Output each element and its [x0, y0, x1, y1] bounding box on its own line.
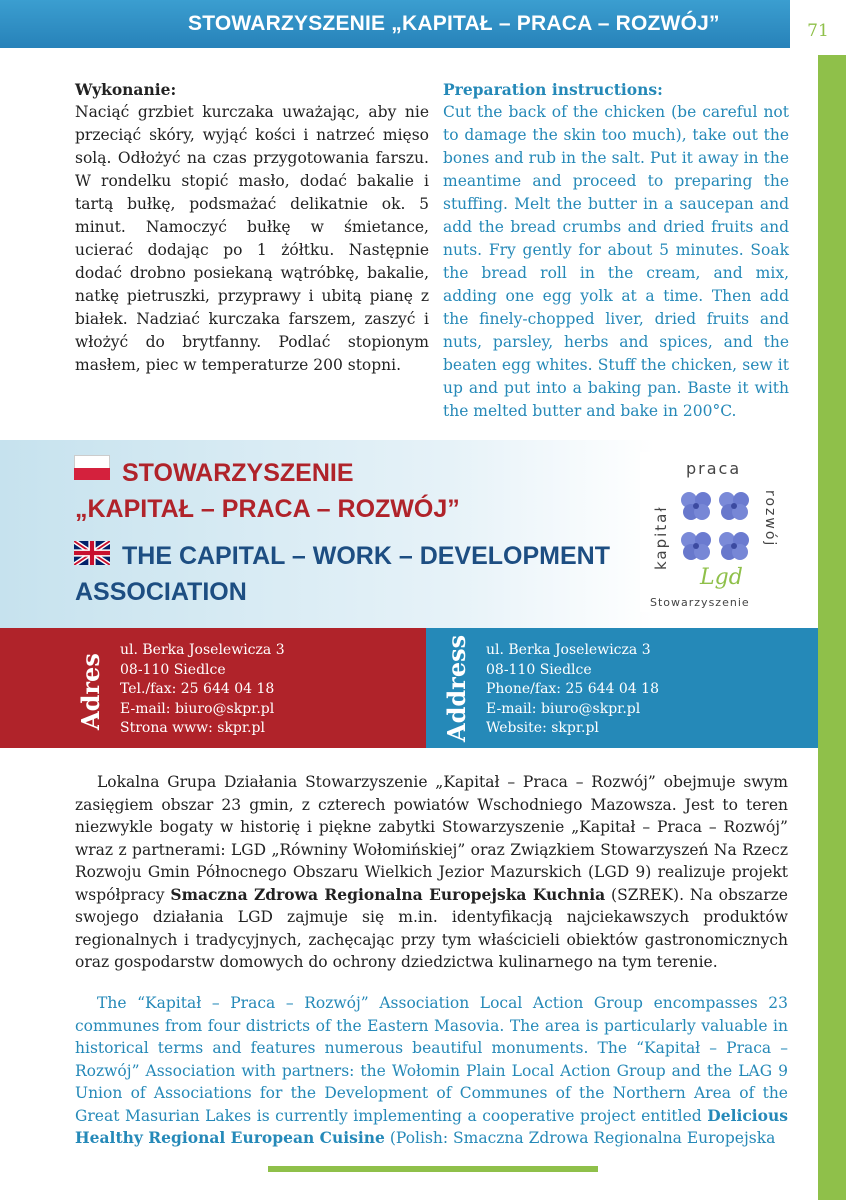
- address-pl-website: Strona www: skpr.pl: [120, 720, 265, 736]
- recipe-en-column: [443, 78, 789, 423]
- address-pl-label: Adres: [76, 653, 105, 730]
- address-en-email: E-mail: biuro@skpr.pl: [486, 700, 641, 717]
- description-en-text-2: (Polish: Smaczna Zdrowa Regionalna Europejska: [384, 1129, 776, 1147]
- recipe-pl-heading: Wykonanie:: [75, 80, 177, 99]
- association-name-pl-line1: STOWARZYSZENIE: [122, 459, 354, 487]
- recipe-pl-column: [75, 78, 429, 377]
- description-pl-project-name: Smaczna Zdrowa Regionalna Europejska Kuchnia: [170, 884, 606, 904]
- header-title: STOWARZYSZENIE „KAPITAŁ – PRACA – ROZWÓJ”: [188, 12, 720, 35]
- page-number: 71: [790, 0, 846, 55]
- bottom-green-bar: [268, 1166, 598, 1172]
- logo-text-praca: praca: [686, 459, 742, 478]
- address-en-website: Website: skpr.pl: [486, 720, 599, 736]
- description-en-text-1: The “Kapitał – Praca – Rozwój” Association Local Action Group encompasses 23 communes from four districts of the Eastern Masovia. The area is particularly valuable in historical terms and features numerous beautiful monuments. The “Kapitał – Praca – Rozwój” Association with partners: the Wołomin Plain Local Action Group and the LAG 9 Union of Associations for the Development of Communes of the Northern Area of the Great Masurian Lakes is currently implementing a cooperative project entitled: [75, 994, 788, 1125]
- recipe-pl-text: Naciąć grzbiet kurczaka uważając, aby nie przeciąć skóry, wyjąć kości i natrzeć mięso solą. Odłożyć na czas przygotowania farszu. W rondelku stopić masło, dodać bakalie i tartą bułkę, podsmażać delikatnie ok. 5 minut. Namoczyć bułkę w śmietance, ucierać dodając po 1 żółtku. Następnie dodać drobno posiekaną wątróbkę, bakalie, natkę pietruszki, przyprawy i ubitą pianę z białek. Nadziać kurczaka farszem, zaszyć i włożyć do brytfanny. Podlać stopionym masłem, piec w temperaturze 200 stopni.: [75, 103, 429, 374]
- page-header-bar: [0, 0, 790, 48]
- logo-text-stowarzyszenie: Stowarzyszenie: [650, 596, 750, 609]
- address-pl-street: ul. Berka Joselewicza 3: [120, 642, 285, 658]
- recipe-en-heading: Preparation instructions:: [443, 80, 663, 99]
- address-pl-phone: Tel./fax: 25 644 04 18: [120, 681, 275, 697]
- logo-text-lgd: Lgd: [700, 565, 743, 590]
- address-pl-lines: [120, 641, 285, 739]
- description-en: [75, 992, 788, 1150]
- address-pl-city: 08-110 Siedlce: [120, 661, 226, 678]
- description-pl-text-2: (SZREK). Na obszarze swojego działania LGD zajmuje się m.in. identyfikacją najciekawszych produktów regionalnych i tradycyjnych, zachęcając przy tym właścicieli obiektów gastronomicznych oraz gospodarstw domowych do ochrony dziedzictwa kulinarnego na tym terenie.: [75, 885, 788, 971]
- address-en-city: 08-110 Siedlce: [486, 661, 592, 678]
- logo-text-rozwoj: rozwój: [762, 490, 778, 548]
- logo-text-kapital: kapitał: [652, 505, 670, 570]
- association-name-pl-line2: „KAPITAŁ – PRACA – ROZWÓJ”: [75, 495, 460, 523]
- flax-flowers-icon: [681, 492, 749, 560]
- address-en-lines: [486, 641, 659, 739]
- address-pl-email: E-mail: biuro@skpr.pl: [120, 700, 275, 717]
- lgd-logo-icon: [640, 452, 790, 612]
- description-pl-text-1: Lokalna Grupa Działania Stowarzyszenie „Kapitał – Praca – Rozwój” obejmuje swym zasięgiem obszar 23 gmin, z czterech powiatów Wschodniego Mazowsza. Jest to teren niezwykle bogaty w historię i piękne zabytki Stowarzyszenie „Kapitał – Praca – Rozwój” wraz z partnerami: LGD „Równiny Wołomińskiej” oraz Związkiem Stowarzyszeń Na Rzecz Rozwoju Gmin Północnego Obszaru Wielkich Jezior Mazurskich (LGD 9) realizuje projekt współpracy: [75, 773, 788, 904]
- uk-flag-icon: [74, 541, 110, 565]
- description-en-project-name: Delicious Healthy Regional European Cuisine: [75, 1105, 789, 1147]
- recipe-en-text: Cut the back of the chicken (be careful not to damage the skin too much), take out the bones and rub in the salt. Put it away in the meantime and proceed to preparing the stuffing. Melt the butter in a saucepan and add the bread crumbs and dried fruits and nuts. Fry gently for about 5 minutes. Soak the bread roll in the cream, and mix, adding one egg yolk at a time. Then add the finely-chopped liver, dried fruits and nuts, parsley, herbs and spices, and the beaten egg whites. Stuff the chicken, sew it up and put into a baking pan. Baste it with the melted butter and bake in 200°C.: [443, 103, 789, 420]
- address-en-phone: Phone/fax: 25 644 04 18: [486, 681, 659, 697]
- address-en-label: Address: [442, 634, 471, 742]
- right-green-stripe: [818, 55, 846, 1200]
- association-name-en-line1: THE CAPITAL – WORK – DEVELOPMENT: [122, 542, 611, 570]
- association-name-en-line2: ASSOCIATION: [75, 578, 247, 606]
- description-pl: [75, 771, 788, 974]
- polish-flag-icon: [74, 455, 110, 479]
- address-en-street: ul. Berka Joselewicza 3: [486, 642, 651, 658]
